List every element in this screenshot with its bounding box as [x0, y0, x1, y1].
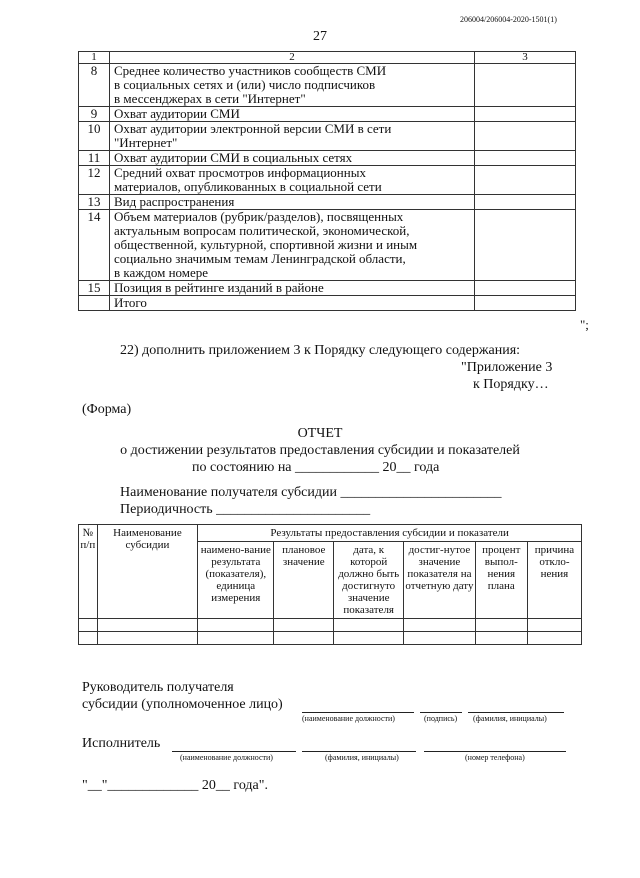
- form-label: (Форма): [82, 402, 132, 417]
- row-text-line: актуальным вопросам политической, экономической,: [114, 223, 410, 238]
- row-number: 9: [79, 107, 110, 122]
- row-number: 8: [79, 64, 110, 107]
- row-text-line: Позиция в рейтинге изданий в районе: [114, 280, 324, 295]
- row-text-line: в мессенджерах в сети "Интернет": [114, 91, 306, 106]
- row-text-line: в каждом номере: [114, 265, 209, 280]
- row-value: [475, 210, 576, 281]
- table-header-row: [79, 52, 576, 64]
- document-code: 206004/206004-2020-1501(1): [460, 15, 557, 24]
- indicators-table: [78, 51, 576, 311]
- row-text: [110, 122, 475, 151]
- column-header: 2: [110, 52, 475, 64]
- row-text-line: общественной, культурной, спортивной жизни и иным: [114, 237, 418, 252]
- row-text-line: Охват аудитории СМИ: [114, 106, 240, 121]
- row-number: 14: [79, 210, 110, 281]
- sub-column-header: наимено-вание результата (показателя), единица измерения: [198, 542, 274, 619]
- page-number: 27: [313, 29, 327, 44]
- head-label-line1: Руководитель получателя: [82, 680, 234, 695]
- row-text-line: Охват аудитории СМИ в социальных сетях: [114, 150, 353, 165]
- row-text-line: Охват аудитории электронной версии СМИ в сети: [114, 121, 392, 136]
- row-value: [475, 107, 576, 122]
- as-of-date: по состоянию на ____________ 20__ года: [192, 460, 440, 475]
- row-text-line: Итого: [114, 295, 147, 310]
- row-text: [110, 281, 475, 296]
- table-row: [79, 107, 576, 122]
- row-value: [475, 296, 576, 311]
- sub-column-header: достиг-нутое значение показателя на отчетную дату: [404, 542, 476, 619]
- report-subtitle: о достижении результатов предоставления субсидии и показателей: [120, 443, 520, 458]
- closing-quote: ";: [580, 317, 589, 332]
- appendix-line-2: к Порядку…: [473, 377, 549, 392]
- row-number: [79, 296, 110, 311]
- periodicity-field: Периодичность ______________________: [120, 502, 371, 517]
- column-header-name: Наименование субсидии: [97, 525, 198, 619]
- table-row: [79, 122, 576, 151]
- table-row: [79, 632, 582, 645]
- row-text: [110, 107, 475, 122]
- table-row: [79, 210, 576, 281]
- row-value: [475, 151, 576, 166]
- row-text-line: Объем материалов (рубрик/разделов), посвященных: [114, 209, 404, 224]
- caption-position: (наименование должности): [302, 714, 395, 723]
- report-header-row: [79, 525, 582, 542]
- sub-column-header: дата, к которой должно быть достигнуто значение показателя: [334, 542, 404, 619]
- amendment-text: 22) дополнить приложением 3 к Порядку следующего содержания:: [120, 343, 521, 358]
- row-text: [110, 166, 475, 195]
- row-text: [110, 195, 475, 210]
- caption-phone: (номер телефона): [465, 753, 525, 762]
- row-text-line: социально значимым темам Ленинградской области,: [114, 251, 406, 266]
- row-value: [475, 122, 576, 151]
- date-line: "__"_____________ 20__ года".: [82, 778, 268, 793]
- column-header: 1: [79, 52, 110, 64]
- executor-name-blank: [302, 751, 416, 752]
- table-row: [79, 151, 576, 166]
- row-text-line: Средний охват просмотров информационных: [114, 165, 366, 180]
- row-text-line: Вид распространения: [114, 194, 235, 209]
- row-text: [110, 210, 475, 281]
- row-number: 12: [79, 166, 110, 195]
- row-text-line: в социальных сетях и (или) число подписчиков: [114, 77, 376, 92]
- report-table: [78, 524, 582, 645]
- row-text-line: Среднее количество участников сообществ СМИ: [114, 63, 387, 78]
- sub-column-header: процент выпол-нения плана: [475, 542, 527, 619]
- row-text-line: "Интернет": [114, 135, 178, 150]
- caption-signature: (подпись): [424, 714, 458, 723]
- table-row: [79, 195, 576, 210]
- table-row: [79, 166, 576, 195]
- table-row: [79, 296, 576, 311]
- column-group-header: Результаты предоставления субсидии и показатели: [198, 525, 582, 542]
- caption-executor-name: (фамилия, инициалы): [325, 753, 399, 762]
- column-header-number: № п/п: [79, 525, 98, 619]
- row-number: 10: [79, 122, 110, 151]
- row-text: [110, 296, 475, 311]
- row-value: [475, 64, 576, 107]
- executor-phone-blank: [424, 751, 566, 752]
- row-value: [475, 166, 576, 195]
- sub-column-header: причина откло-нения: [527, 542, 581, 619]
- row-text: [110, 151, 475, 166]
- head-label-line2: субсидии (уполномоченное лицо): [82, 697, 283, 712]
- executor-position-blank: [172, 751, 296, 752]
- row-number: 15: [79, 281, 110, 296]
- row-number: 11: [79, 151, 110, 166]
- row-number: 13: [79, 195, 110, 210]
- caption-executor-position: (наименование должности): [180, 753, 273, 762]
- position-blank: [302, 712, 414, 713]
- recipient-name-field: Наименование получателя субсидии _______________________: [120, 485, 502, 500]
- executor-label: Исполнитель: [82, 736, 161, 751]
- row-value: [475, 281, 576, 296]
- row-text: [110, 64, 475, 107]
- appendix-line-1: "Приложение 3: [461, 360, 553, 375]
- sub-column-header: плановое значение: [274, 542, 334, 619]
- table-row: [79, 619, 582, 632]
- report-title: ОТЧЕТ: [297, 426, 343, 441]
- name-blank: [468, 712, 564, 713]
- table-row: [79, 281, 576, 296]
- row-text-line: материалов, опубликованных в социальной сети: [114, 179, 382, 194]
- column-header: 3: [475, 52, 576, 64]
- signature-blank: [420, 712, 462, 713]
- table-row: [79, 64, 576, 107]
- row-value: [475, 195, 576, 210]
- caption-name: (фамилия, инициалы): [473, 714, 547, 723]
